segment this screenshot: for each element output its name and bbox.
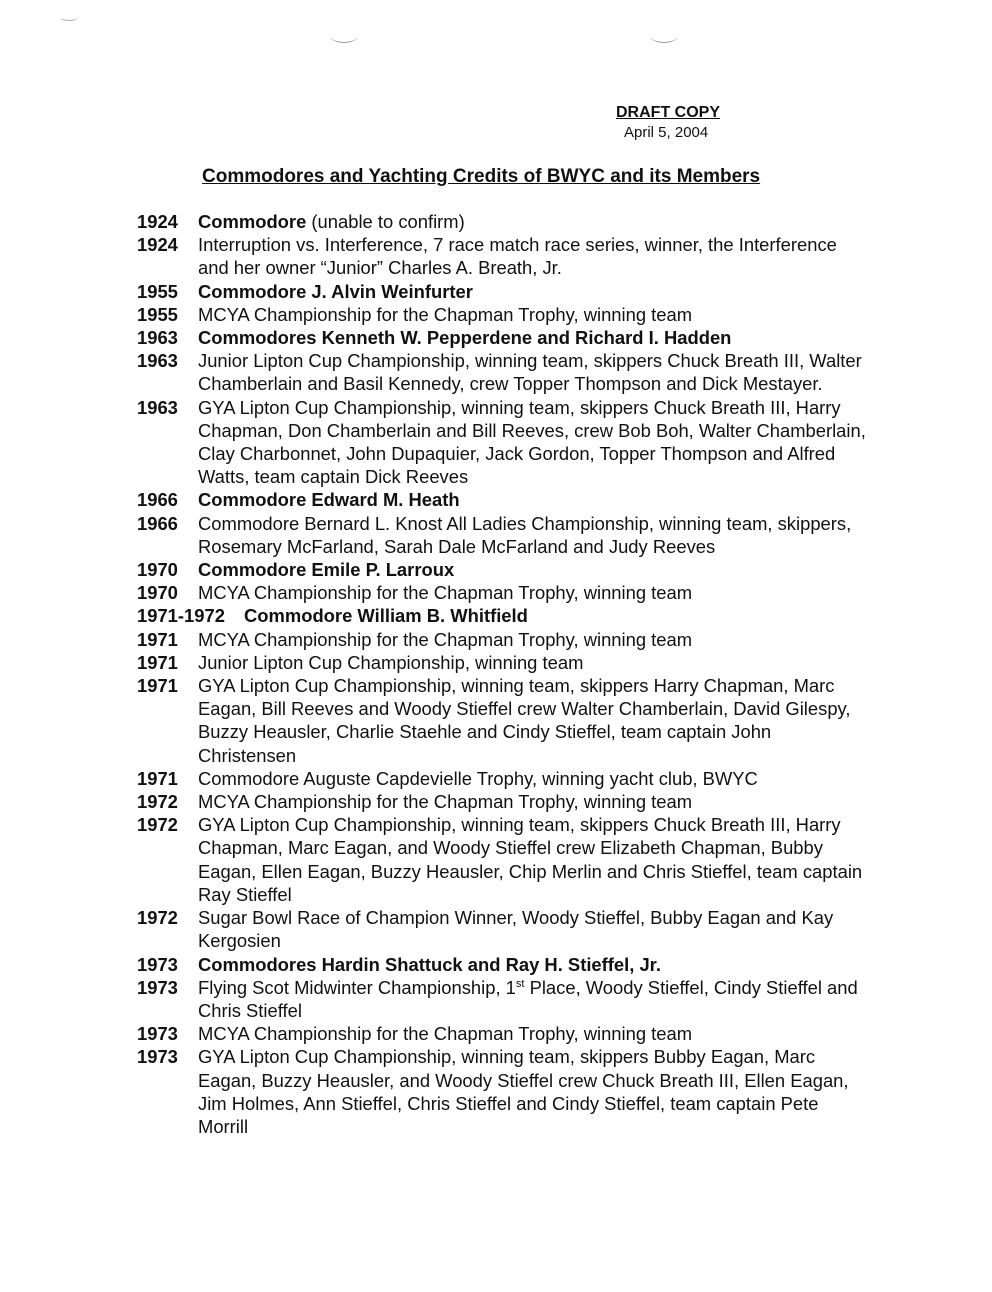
entry-text <box>198 280 867 303</box>
entry-year: 1963 <box>137 396 178 418</box>
entry-text <box>198 581 867 604</box>
entry-text <box>198 906 867 952</box>
entry-year: 1973 <box>137 976 178 998</box>
credit-entry <box>137 976 867 1022</box>
entry-text <box>198 512 867 558</box>
entry-year: 1973 <box>137 953 178 975</box>
entry-main-text: Commodores Hardin Shattuck and Ray H. Stieffel, Jr. <box>198 953 661 975</box>
scan-artifact <box>60 14 78 21</box>
entry-text <box>198 674 867 767</box>
ordinal-superscript: st <box>515 977 525 990</box>
entry-main-text: Commodore <box>198 211 307 232</box>
entry-text <box>198 1045 867 1138</box>
entry-text <box>198 326 867 349</box>
entry-suffix-text: (unable to confirm) <box>306 211 465 232</box>
entry-year: 1955 <box>137 280 178 302</box>
credit-entry <box>137 303 867 326</box>
credit-entry <box>137 233 867 279</box>
entry-year: 1972 <box>137 814 178 836</box>
entry-year: 1973 <box>137 1023 178 1045</box>
entry-text <box>244 604 867 627</box>
entry-main-text: MCYA Championship for the Chapman Trophy, winning team <box>198 303 693 325</box>
entry-year: 1971 <box>137 651 178 673</box>
credit-entry <box>137 1045 867 1138</box>
entry-text <box>198 767 867 790</box>
entry-year: 1955 <box>137 303 178 325</box>
entry-year: 1963 <box>137 327 178 349</box>
entry-text <box>198 1022 867 1045</box>
entry-text <box>198 396 867 489</box>
entry-year: 1924 <box>137 234 178 256</box>
entry-year: 1972 <box>137 907 178 929</box>
credit-entry <box>137 674 867 767</box>
entry-year: 1924 <box>137 211 178 232</box>
entry-main-text: GYA Lipton Cup Championship, winning team, skippers Harry Chapman, Marc Eagan, Bill Reeves and Woody Stieffel crew Walter Chamberlain, David Gilespy, Buzzy Heausler, Charlie Staehle and Cindy Stieffel, team captain John Christensen <box>198 675 851 766</box>
credit-entry <box>137 558 867 581</box>
entry-main-text: MCYA Championship for the Chapman Trophy, winning team <box>198 628 693 650</box>
entry-year: 1963 <box>137 350 178 372</box>
credit-entry <box>137 767 867 790</box>
entry-year: 1973 <box>137 1046 178 1068</box>
entry-text <box>198 651 867 674</box>
entry-main-text: Sugar Bowl Race of Champion Winner, Woody Stieffel, Bubby Eagan and Kay Kergosien <box>198 907 834 952</box>
credit-entry <box>137 512 867 558</box>
entry-text <box>198 790 867 813</box>
entry-year: 1970 <box>137 582 178 604</box>
entry-main-text: MCYA Championship for the Chapman Trophy, winning team <box>198 1023 693 1045</box>
entry-main-text: MCYA Championship for the Chapman Trophy, winning team <box>198 791 693 813</box>
entry-text <box>198 488 867 511</box>
entry-text <box>198 233 867 279</box>
entry-year: 1966 <box>137 512 178 534</box>
credit-entry <box>137 906 867 952</box>
credit-entry <box>137 396 867 489</box>
page-title: Commodores and Yachting Credits of BWYC and its Members <box>202 166 761 187</box>
credit-entry <box>137 813 867 906</box>
credits-list <box>137 210 867 1138</box>
credit-entry <box>137 488 867 511</box>
entry-main-text: Commodores Kenneth W. Pepperdene and Richard I. Hadden <box>198 327 732 349</box>
draft-label: DRAFT COPY <box>616 104 720 121</box>
credit-entry <box>137 349 867 395</box>
entry-text <box>198 976 867 1022</box>
entry-main-text: MCYA Championship for the Chapman Trophy, winning team <box>198 582 693 604</box>
entry-main-text: Junior Lipton Cup Championship, winning team, skippers Chuck Breath III, Walter Chamberlain and Basil Kennedy, crew Topper Thompson and Dick Mestayer. <box>198 350 862 395</box>
entry-text <box>198 628 867 651</box>
entry-text <box>198 349 867 395</box>
entry-main-text: Commodore J. Alvin Weinfurter <box>198 280 473 302</box>
credit-entry <box>137 790 867 813</box>
entry-year: 1972 <box>137 791 178 813</box>
credit-entry <box>137 280 867 303</box>
entry-main-text: Flying Scot Midwinter Championship, 1 <box>198 976 516 998</box>
entry-suffix-text: Place, Woody Stieffel, Cindy Stieffel and Chris Stieffel <box>198 976 858 1021</box>
entry-main-text: Commodore Edward M. Heath <box>198 489 460 511</box>
entry-main-text: Commodore Bernard L. Knost All Ladies Championship, winning team, skippers, Rosemary McFarland, Sarah Dale McFarland and Judy Reeves <box>198 512 852 557</box>
entry-main-text: GYA Lipton Cup Championship, winning team, skippers Chuck Breath III, Harry Chapman, Marc Eagan, and Woody Stieffel crew Elizabeth Chapman, Bubby Eagan, Ellen Eagan, Buzzy Heausler, Chip Merlin and Chris Stieffel, team captain Ray Stieffel <box>198 814 863 905</box>
entry-text <box>198 558 867 581</box>
entry-main-text: Commodore William B. Whitfield <box>244 605 528 627</box>
document-date: April 5, 2004 <box>624 124 709 141</box>
entry-main-text: GYA Lipton Cup Championship, winning team, skippers Chuck Breath III, Harry Chapman, Don Chamberlain and Bill Reeves, crew Bob Boh, Walter Chamberlain, Clay Charbonnet, John Dupaquier, Jack Gordon, Topper Thompson and Alfred Watts, team captain Dick Reeves <box>198 396 866 488</box>
credit-entry <box>137 326 867 349</box>
credit-entry <box>137 1022 867 1045</box>
entry-main-text: Commodore Auguste Capdevielle Trophy, winning yacht club, BWYC <box>198 767 758 789</box>
credit-entry <box>137 628 867 651</box>
entry-main-text: Junior Lipton Cup Championship, winning team <box>198 651 584 673</box>
credit-entry <box>137 581 867 604</box>
credit-entry <box>137 604 867 627</box>
credit-entry <box>137 953 867 976</box>
entry-main-text: GYA Lipton Cup Championship, winning team, skippers Bubby Eagan, Marc Eagan, Buzzy Heausler, and Woody Stieffel crew Chuck Breath III, Ellen Eagan, Jim Holmes, Ann Stieffel, Chris Stieffel and Cindy Stieffel, team captain Pete Morrill <box>198 1046 849 1137</box>
entry-year: 1971 <box>137 628 178 650</box>
entry-text <box>198 953 867 976</box>
entry-year: 1971-1972 <box>137 605 225 627</box>
entry-year: 1971 <box>137 767 178 789</box>
entry-text <box>198 210 867 233</box>
entry-year: 1970 <box>137 559 178 581</box>
scan-artifact <box>650 28 678 43</box>
entry-year: 1966 <box>137 489 178 511</box>
entry-text <box>198 813 867 906</box>
credit-entry <box>137 651 867 674</box>
entry-text <box>198 303 867 326</box>
entry-main-text: Interruption vs. Interference, 7 race match race series, winner, the Interference and her owner “Junior” Charles A. Breath, Jr. <box>198 234 837 279</box>
entry-year: 1971 <box>137 675 178 697</box>
credit-entry <box>137 210 867 233</box>
entry-main-text: Commodore Emile P. Larroux <box>198 559 455 581</box>
scan-artifact <box>330 28 358 43</box>
